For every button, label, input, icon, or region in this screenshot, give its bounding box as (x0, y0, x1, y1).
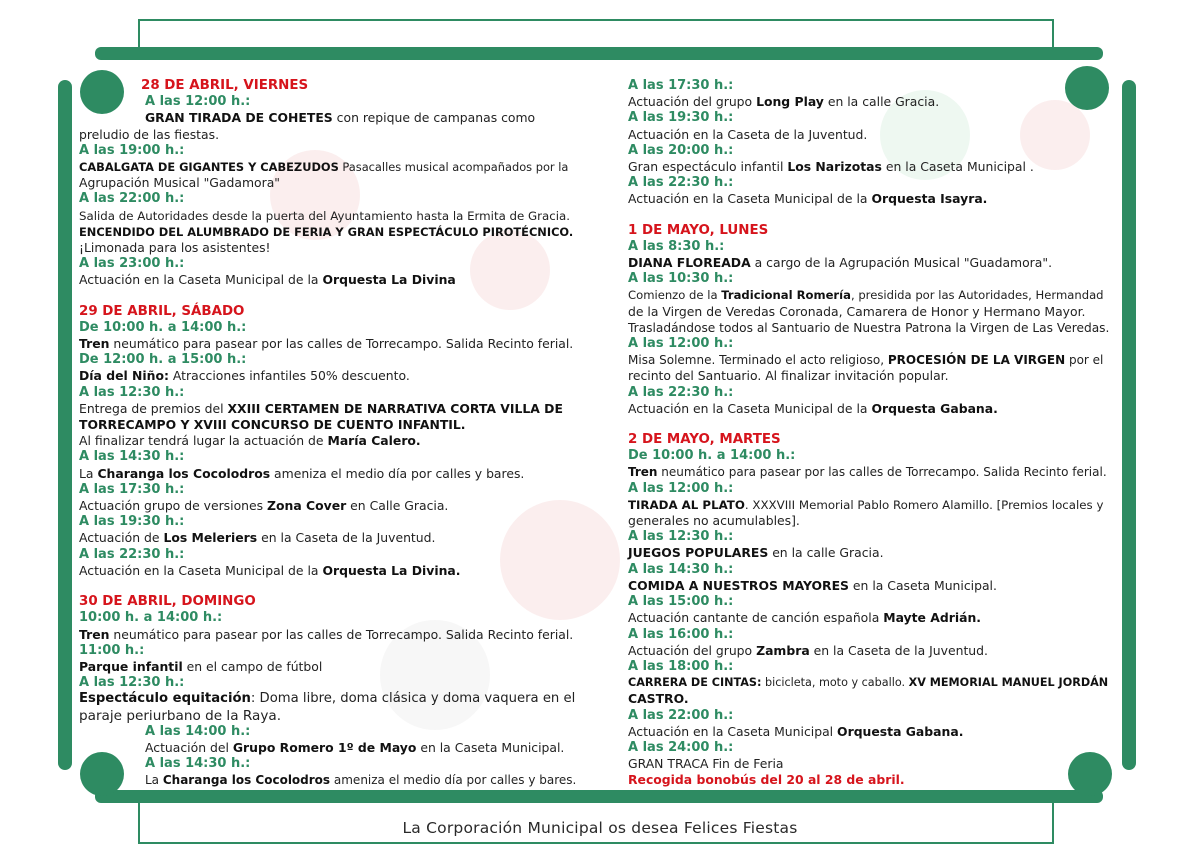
time-label: A las 22:30 h.: (628, 384, 734, 400)
time-label: A las 22:30 h.: (628, 175, 734, 191)
time-label: A las 19:30 h.: (79, 514, 185, 530)
event-line: Actuación del Grupo Romero 1º de Mayo en la Caseta Municipal. (145, 739, 565, 755)
time-label: A las 22:30 h.: (79, 546, 185, 562)
time-label: A las 12:00 h.: (145, 94, 251, 110)
event-line: Parque infantil en el campo de fútbol (79, 658, 323, 674)
day-heading: 1 DE MAYO, LUNES (628, 222, 769, 238)
event-line: La Charanga los Cocolodros ameniza el medio día por calles y bares. (145, 773, 577, 788)
event-line: Actuación en la Caseta Municipal de la Orquesta La Divina. (79, 562, 461, 578)
event-line: DIANA FLOREADA a cargo de la Agrupación Musical "Guadamora". (628, 255, 1053, 271)
event-line: GRAN TRACA Fin de Feria (628, 756, 784, 772)
event-line: Misa Solemne. Terminado el acto religioso, PROCESIÓN DE LA VIRGEN por el (628, 353, 1104, 368)
event-line: CABALGATA DE GIGANTES Y CABEZUDOS Pasacalles musical acompañados por la (79, 160, 569, 175)
time-label: De 12:00 h. a 15:00 h.: (79, 352, 247, 368)
event-line: generales no acumulables]. (628, 513, 800, 529)
time-label: A las 10:30 h.: (628, 271, 734, 287)
event-line: Actuación en la Caseta Municipal de la Orquesta La Divina (79, 272, 456, 288)
time-label: A las 16:00 h.: (628, 626, 734, 642)
frame-left-bar (58, 80, 72, 770)
day-heading: 2 DE MAYO, MARTES (628, 432, 781, 448)
frame-top-left-line (138, 19, 140, 49)
time-label: De 10:00 h. a 14:00 h.: (79, 319, 247, 335)
time-label: A las 12:30 h.: (628, 529, 734, 545)
frame-top-line (138, 19, 1054, 21)
event-line: Actuación en la Caseta de la Juventud. (628, 126, 868, 142)
time-label: A las 18:00 h.: (628, 658, 734, 674)
right-column (628, 78, 1110, 789)
time-label: A las 22:00 h.: (628, 707, 734, 723)
time-label: 11:00 h.: (79, 642, 145, 658)
event-line: COMIDA A NUESTROS MAYORES en la Caseta Municipal. (628, 577, 997, 593)
time-label: De 10:00 h. a 14:00 h.: (628, 448, 796, 464)
frame-right-bar (1122, 80, 1136, 770)
event-line: Tren neumático para pasear por las calles de Torrecampo. Salida Recinto ferial. (628, 465, 1107, 480)
time-label: 10:00 h. a 14:00 h.: (79, 610, 223, 626)
event-line: Actuación del grupo Long Play en la calle Gracia. (628, 94, 940, 110)
event-line: TORRECAMPO Y XVIII CONCURSO DE CUENTO INFANTIL. (79, 417, 466, 433)
day-heading: 30 DE ABRIL, DOMINGO (79, 594, 256, 610)
event-line: de la Virgen de Veredas Coronada, Camarera de Honor y Hermano Mayor. (628, 303, 1086, 319)
event-line: JUEGOS POPULARES en la calle Gracia. (628, 545, 884, 561)
event-line: ENCENDIDO DEL ALUMBRADO DE FERIA Y GRAN ESPECTÁCULO PIROTÉCNICO. (79, 224, 574, 239)
event-line: Actuación del grupo Zambra en la Caseta de la Juventud. (628, 642, 988, 658)
left-column (79, 78, 576, 789)
time-label: A las 12:00 h.: (628, 480, 734, 496)
time-label: A las 17:30 h.: (628, 78, 734, 93)
time-label: A las 19:30 h.: (628, 110, 734, 126)
event-line: La Charanga los Cocolodros ameniza el medio día por calles y bares. (79, 465, 525, 481)
frame-top-right-line (1052, 19, 1054, 49)
time-label: A las 14:30 h.: (79, 449, 185, 465)
time-label: A las 22:00 h.: (79, 191, 185, 207)
event-line: preludio de las fiestas. (79, 126, 220, 142)
time-label: A las 12:30 h.: (79, 384, 185, 400)
time-label: A las 14:00 h.: (145, 723, 251, 739)
event-line: GRAN TIRADA DE COHETES con repique de campanas como (145, 110, 536, 126)
time-label: A las 24:00 h.: (628, 739, 734, 755)
frame-top-bar (95, 47, 1103, 60)
bonobus-note: Recogida bonobús del 20 al 28 de abril. (628, 772, 905, 788)
day-heading: 29 DE ABRIL, SÁBADO (79, 303, 245, 319)
event-line: CARRERA DE CINTAS: bicicleta, moto y caballo. XV MEMORIAL MANUEL JORDÁN (628, 676, 1109, 690)
event-line: Actuación en la Caseta Municipal de la Orquesta Gabana. (628, 400, 998, 416)
event-line: Actuación en la Caseta Municipal de la Orquesta Isayra. (628, 191, 988, 207)
time-label: A las 17:30 h.: (79, 481, 185, 497)
event-line: TIRADA AL PLATO. XXXVIII Memorial Pablo Romero Alamillo. [Premios locales y (628, 497, 1104, 512)
time-label: A las 15:00 h.: (628, 594, 734, 610)
event-line: Trasladándose todos al Santuario de Nuestra Patrona la Virgen de Las Veredas. (628, 320, 1110, 335)
day-heading: 28 DE ABRIL, VIERNES (141, 78, 309, 93)
time-label: A las 23:00 h.: (79, 256, 185, 272)
event-line: Tren neumático para pasear por las calles de Torrecampo. Salida Recinto ferial. (79, 626, 574, 642)
event-line: Agrupación Musical "Gadamora" (79, 175, 280, 191)
time-label: A las 20:00 h.: (628, 142, 734, 158)
event-line: Al finalizar tendrá lugar la actuación de María Calero. (79, 433, 421, 449)
frame-bottom-bar (95, 790, 1103, 803)
event-line: Comienzo de la Tradicional Romería, presidida por las Autoridades, Hermandad (628, 288, 1104, 303)
event-line: Tren neumático para pasear por las calles de Torrecampo. Salida Recinto ferial. (79, 336, 574, 352)
event-line: Entrega de premios del XXIII CERTAMEN DE NARRATIVA CORTA VILLA DE (79, 400, 563, 416)
time-label: A las 8:30 h.: (628, 238, 725, 254)
time-label: A las 14:30 h.: (628, 561, 734, 577)
event-line: Gran espectáculo infantil Los Narizotas en la Caseta Municipal . (628, 159, 1034, 175)
event-line: ¡Limonada para los asistentes! (79, 240, 271, 256)
frame-bottom-line (138, 842, 1054, 844)
event-line: Espectáculo equitación: Doma libre, doma clásica y doma vaquera en el (79, 691, 576, 707)
event-line: Actuación de Los Meleriers en la Caseta de la Juventud. (79, 530, 436, 546)
event-line: Actuación cantante de canción española Mayte Adrián. (628, 610, 981, 626)
event-line: Día del Niño: Atracciones infantiles 50% descuento. (79, 368, 410, 384)
event-line: CASTRO. (628, 691, 689, 707)
event-line: Actuación grupo de versiones Zona Cover en Calle Gracia. (79, 498, 449, 514)
time-label: A las 14:30 h.: (145, 756, 251, 772)
time-label: A las 12:30 h.: (79, 675, 185, 691)
time-label: A las 19:00 h.: (79, 142, 185, 158)
time-label: A las 12:00 h.: (628, 336, 734, 352)
footer-message: La Corporación Municipal os desea Felices Fiestas (402, 819, 798, 837)
event-line: recinto del Santuario. Al finalizar invitación popular. (628, 368, 949, 384)
event-line: Actuación en la Caseta Municipal Orquesta Gabana. (628, 723, 964, 739)
event-line: paraje periurbano de la Raya. (79, 707, 282, 724)
event-line: Salida de Autoridades desde la puerta del Ayuntamiento hasta la Ermita de Gracia. (79, 208, 571, 223)
